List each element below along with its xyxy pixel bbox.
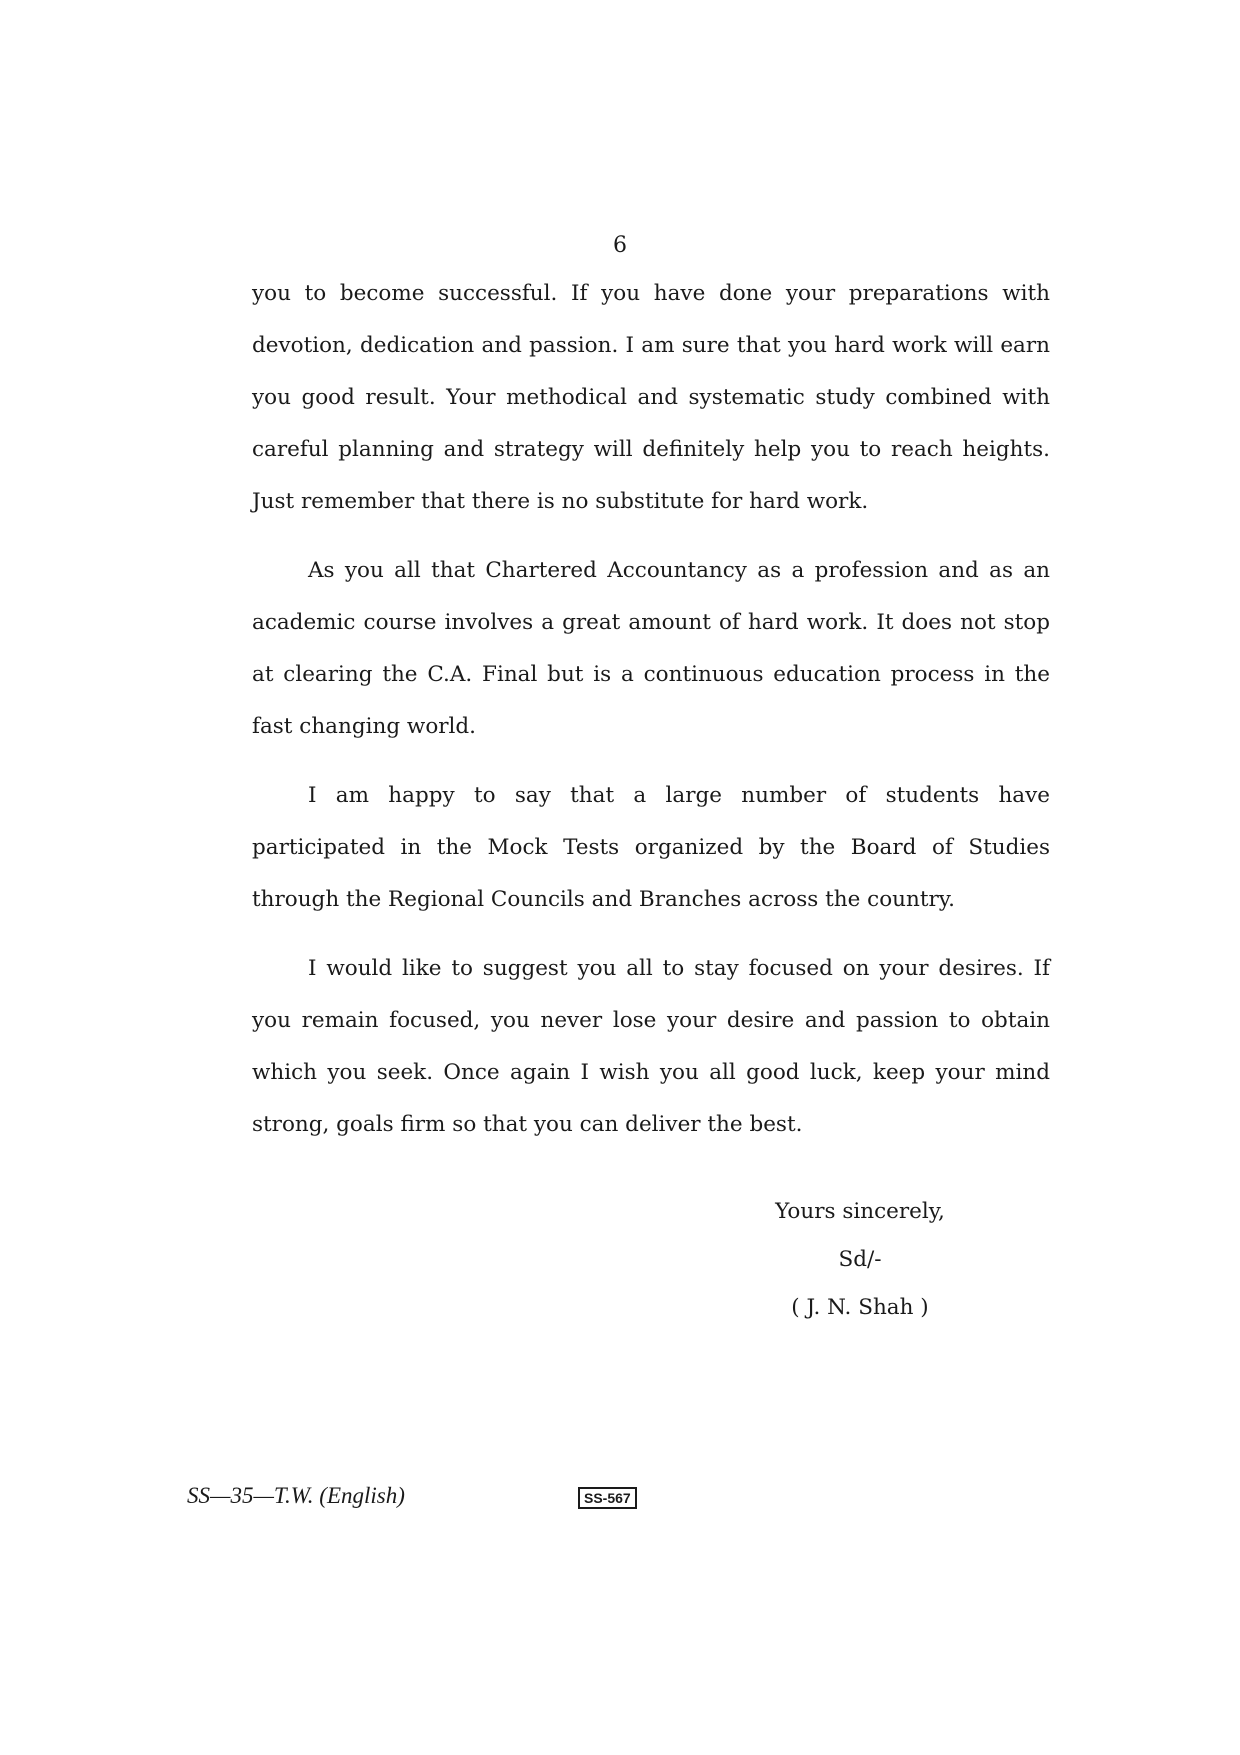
page-number: 6 (613, 233, 627, 258)
paragraph: As you all that Chartered Accountancy as a profession and as an academic course involves a great amount of hard work. It does not stop at clearing the C.A. Final but is a continuous education process in the fast changing world. (252, 558, 1050, 739)
footer-badge: SS-567 (578, 1487, 637, 1509)
signature-mark: Sd/- (838, 1247, 882, 1272)
closing-salutation: Yours sincerely, (775, 1199, 945, 1224)
signatory-name: ( J. N. Shah ) (791, 1295, 929, 1320)
paragraph: you to become successful. If you have done your preparations with devotion, dedication and passion. I am sure that you hard work will earn you good result. Your methodical and systematic study combined with careful planning and strategy will definitely help you to reach heights. Just remember that there is no substitute for hard work. (252, 281, 1050, 514)
letter-closing (760, 1188, 960, 1332)
letter-body (252, 268, 1050, 1168)
footer-code: SS—35—T.W. (English) (187, 1483, 405, 1508)
paragraph: I would like to suggest you all to stay focused on your desires. If you remain focused, you never lose your desire and passion to obtain which you seek. Once again I wish you all good luck, keep your mind strong, goals firm so that you can deliver the best. (252, 956, 1050, 1137)
paragraph: I am happy to say that a large number of students have participated in the Mock Tests organized by the Board of Studies through the Regional Councils and Branches across the country. (252, 783, 1050, 912)
